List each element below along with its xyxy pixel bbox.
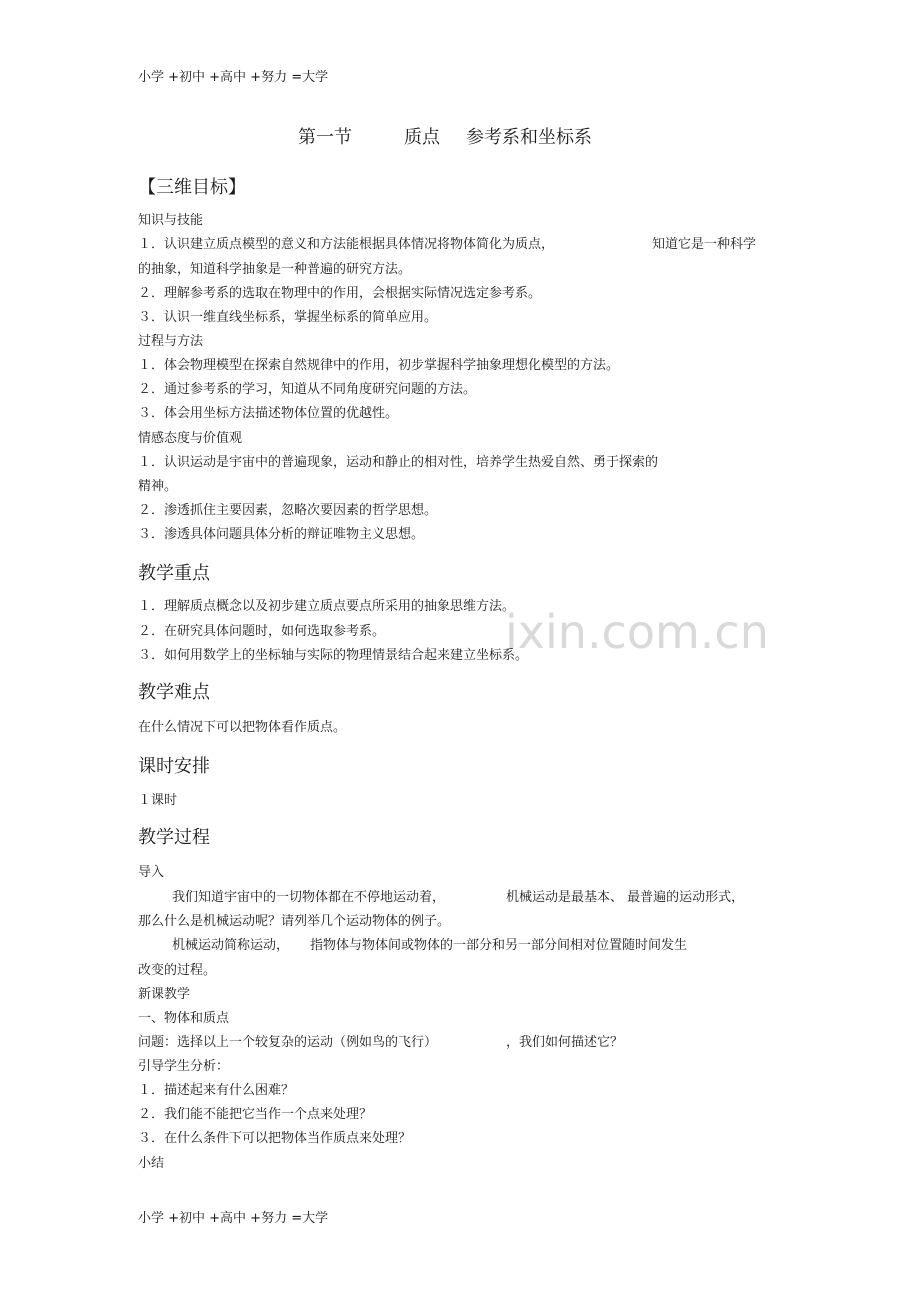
knowledge-label: 知识与技能 [138,213,204,228]
key-point-1: １．理解质点概念以及初步建立质点要点所采用的抽象思维方法。 [138,599,516,614]
knowledge-item-3: ３．认识一维直线坐标系，掌握坐标系的简单应用。 [138,310,438,325]
emotion-label: 情感态度与价值观 [138,431,243,446]
difficult-points-heading: 教学难点 [138,682,210,703]
knowledge-item-1c: 的抽象，知道科学抽象是一种普遍的研究方法。 [138,262,412,277]
process-item-1: １．体会物理模型在探索自然规律中的作用，初步掌握科学抽象理想化模型的方法。 [138,358,620,373]
emotion-item-1b: 精神。 [138,479,178,494]
emotion-item-2: ２．渗透抓住主要因素，忽略次要因素的哲学思想。 [138,503,438,518]
title-part-2: 质点 [404,127,440,148]
key-point-3: ３．如何用数学上的坐标轴与实际的物理情景结合起来建立坐标系。 [138,648,529,663]
title-section-number: 第一节 [298,127,352,148]
title-part-3: 参考系和坐标系 [466,127,592,148]
difficult-points-text: 在什么情况下可以把物体看作质点。 [138,720,347,735]
intro-paragraph-1a: 我们知道宇宙中的一切物体都在不停地运动着， [172,890,446,905]
key-points-heading: 教学重点 [138,563,210,584]
intro-paragraph-2c: 改变的过程。 [138,963,217,978]
intro-paragraph-2a: 机械运动简称运动， [172,938,290,953]
question-a: 问题：选择以上一个较复杂的运动（例如鸟的飞行） [138,1035,438,1050]
page-title [298,126,592,150]
process-label: 过程与方法 [138,334,204,349]
goals-heading: 【三维目标】 [138,177,246,198]
emotion-item-3: ３．渗透具体问题具体分析的辩证唯物主义思想。 [138,527,425,542]
guide-question-2: ２．我们能不能把它当作一个点来处理？ [138,1107,373,1122]
intro-label: 导入 [138,865,165,880]
knowledge-item-1b: 知道它是一种科学 [652,237,757,252]
section-1-heading: 一、物体和质点 [138,1011,230,1026]
guide-question-3: ３．在什么条件下可以把物体当作质点来处理？ [138,1131,412,1146]
guide-label: 引导学生分析： [138,1059,230,1074]
intro-paragraph-1c: 那么什么是机械运动呢？请列举几个运动物体的例子。 [138,914,451,929]
page-footer: 小学 +初中 +高中 +努力 =大学 [138,1211,329,1226]
new-lesson-label: 新课教学 [138,987,191,1002]
knowledge-item-1a: １．认识建立质点模型的意义和方法能根据具体情况将物体简化为质点， [138,237,555,252]
summary-label: 小结 [138,1156,165,1171]
procedure-heading: 教学过程 [138,827,210,848]
schedule-text: １课时 [138,793,178,808]
process-item-3: ３．体会用坐标方法描述物体位置的优越性。 [138,406,399,421]
schedule-heading: 课时安排 [138,756,210,777]
page-header: 小学 +初中 +高中 +努力 =大学 [138,70,329,85]
knowledge-item-2: ２．理解参考系的选取在物理中的作用，会根据实际情况选定参考系。 [138,286,542,301]
process-item-2: ２．通过参考系的学习，知道从不同角度研究问题的方法。 [138,382,477,397]
guide-question-1: １．描述起来有什么困难？ [138,1083,295,1098]
watermark: ixin.com.cn [505,605,769,659]
key-point-2: ２．在研究具体问题时，如何选取参考系。 [138,624,386,639]
intro-paragraph-1b: 机械运动是最基本、 最普遍的运动形式， [506,890,745,905]
emotion-item-1a: １．认识运动是宇宙中的普遍现象，运动和静止的相对性，培养学生热爱自然、勇于探索的 [138,455,659,470]
question-b: ，我们如何描述它？ [506,1035,624,1050]
intro-paragraph-2b: 指物体与物体间或物体的一部分和另一部分间相对位置随时间发生 [310,938,688,953]
